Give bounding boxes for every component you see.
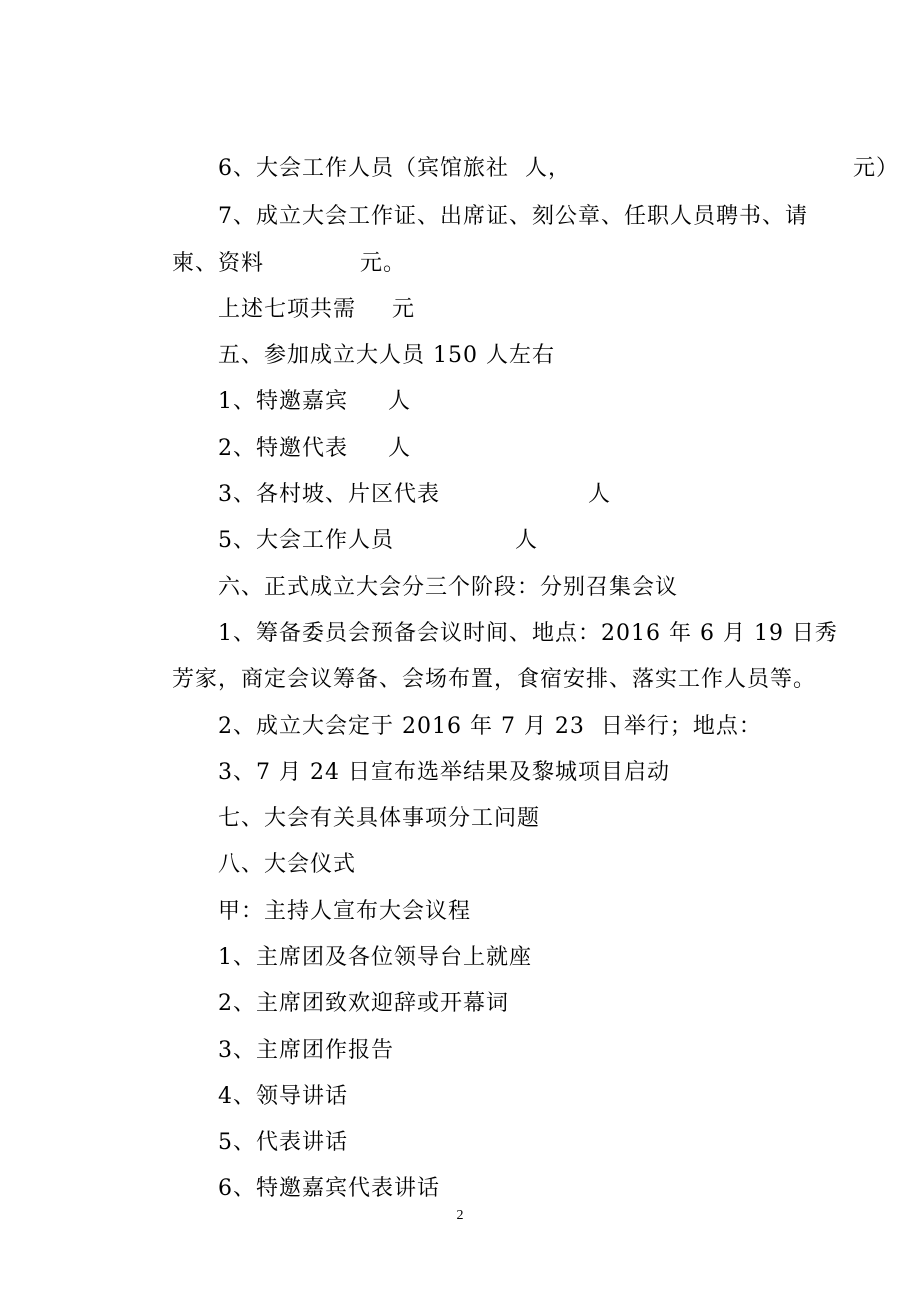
attendee-village-reps-text: 3、各村坡、片区代表 xyxy=(217,482,440,507)
agenda-item-3-text: 3、主席团作报告 xyxy=(217,1038,394,1063)
section-5-heading-text: 五、参加成立大人员 150 人左右 xyxy=(217,343,555,368)
item-6-staff-unit: 元） xyxy=(852,156,899,181)
item-7-continued-unit: 元。 xyxy=(360,251,407,276)
stage-3-text: 3、7 月 24 日宣布选举结果及黎城项目启动 xyxy=(217,760,670,785)
section-8-heading-text: 八、大会仪式 xyxy=(217,852,356,877)
agenda-item-1-text: 1、主席团及各位领导台上就座 xyxy=(217,945,532,970)
agenda-item-4-text: 4、领导讲话 xyxy=(217,1084,348,1109)
stage-2-text: 2、成立大会定于 2016 年 7 月 23 日举行；地点： xyxy=(217,714,762,739)
attendee-representatives-unit: 人 xyxy=(387,436,411,461)
attendee-representatives-text: 2、特邀代表 xyxy=(217,436,348,461)
attendee-staff-text: 5、大会工作人员 xyxy=(217,528,394,553)
item-7-continued-text: 柬、资料 xyxy=(171,251,264,276)
attendee-guests-unit: 人 xyxy=(387,389,411,414)
section-7-heading-text: 七、大会有关具体事项分工问题 xyxy=(217,806,540,831)
attendee-staff-unit: 人 xyxy=(514,528,538,553)
total-cost-unit: 元 xyxy=(392,297,416,322)
stage-1-continued-text: 芳家，商定会议筹备、会场布置，食宿安排、落实工作人员等。 xyxy=(171,667,816,692)
attendee-village-reps-unit: 人 xyxy=(587,482,611,507)
page-number: 2 xyxy=(456,1208,464,1223)
stage-1-text: 1、筹备委员会预备会议时间、地点：2016 年 6 月 19 日秀 xyxy=(217,621,838,646)
agenda-item-2-text: 2、主席团致欢迎辞或开幕词 xyxy=(217,991,509,1016)
section-6-heading-text: 六、正式成立大会分三个阶段：分别召集会议 xyxy=(217,575,678,600)
agenda-item-6-text: 6、特邀嘉宾代表讲话 xyxy=(217,1176,440,1201)
attendee-guests-text: 1、特邀嘉宾 xyxy=(217,389,348,414)
total-cost-text: 上述七项共需 xyxy=(217,297,356,322)
agenda-item-5-text: 5、代表讲话 xyxy=(217,1130,348,1155)
agenda-heading-text: 甲：主持人宣布大会议程 xyxy=(217,899,471,924)
item-6-staff-text: 6、大会工作人员（宾馆旅社 人， xyxy=(217,156,571,181)
item-7-materials-text: 7、成立大会工作证、出席证、刻公章、任职人员聘书、请 xyxy=(217,204,808,229)
